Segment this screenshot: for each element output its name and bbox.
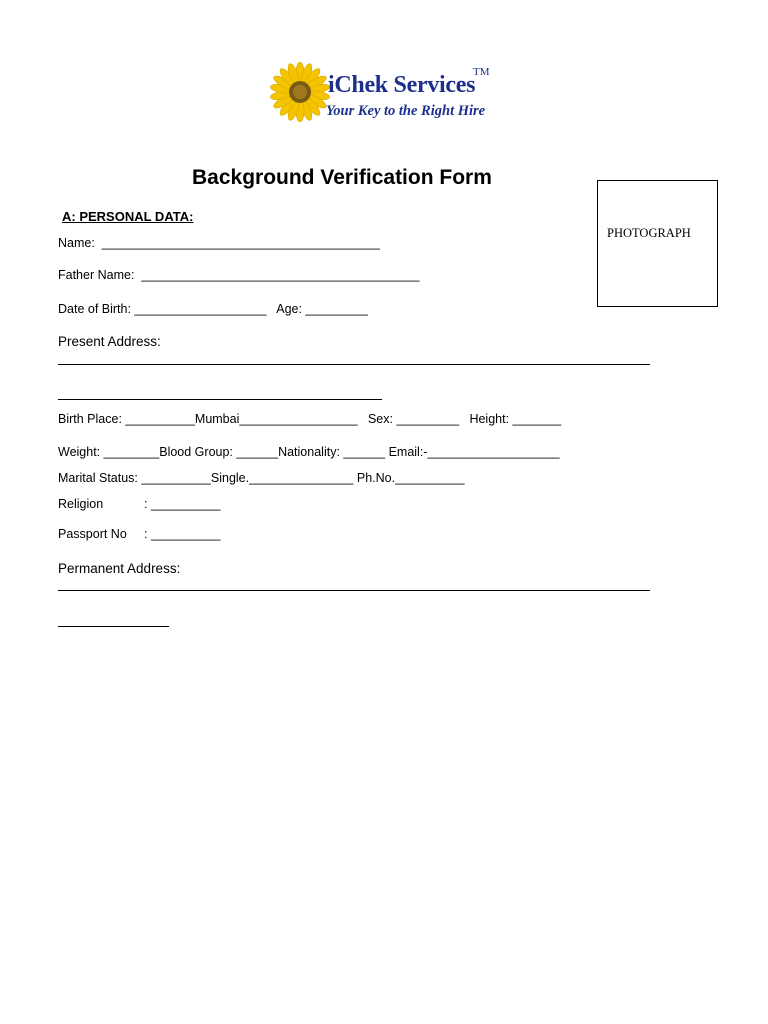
trademark-mark: TM: [473, 66, 490, 78]
company-logo: [270, 62, 500, 124]
brand-tagline: Your Key to the Right Hire: [326, 103, 486, 119]
dob-age-field[interactable]: Date of Birth: ___________________ Age: _________: [58, 302, 368, 316]
weight-blood-nationality-email-field[interactable]: Weight: ________Blood Group: ______Nationality: ______ Email:-___________________: [58, 445, 560, 459]
permanent-address-label: Permanent Address:: [58, 561, 181, 576]
present-address-line-1[interactable]: [58, 364, 650, 365]
present-address-label: Present Address:: [58, 334, 161, 349]
section-heading-personal-data: A: PERSONAL DATA:: [62, 209, 194, 224]
photograph-box: [597, 180, 718, 307]
permanent-address-line-2[interactable]: [58, 626, 169, 627]
name-field[interactable]: Name: ________________________________________: [58, 236, 380, 250]
permanent-address-line-1[interactable]: [58, 590, 650, 591]
religion-label: Religion: [58, 497, 104, 511]
present-address-line-2[interactable]: [58, 399, 382, 400]
form-title: Background Verification Form: [192, 166, 492, 189]
marital-status-phone-field[interactable]: Marital Status: __________Single._______________ Ph.No.__________: [58, 471, 465, 485]
passport-label: Passport No: [58, 527, 127, 541]
religion-field[interactable]: : __________: [144, 497, 221, 511]
birth-place-sex-height-field[interactable]: Birth Place: __________Mumbai_________________ Sex: _________ Height: _______: [58, 412, 562, 426]
brand-name: iChek Services: [328, 72, 476, 98]
father-name-field[interactable]: Father Name: ________________________________________: [58, 268, 420, 282]
sunflower-icon: [270, 62, 330, 122]
passport-field[interactable]: : __________: [144, 527, 221, 541]
photograph-label: PHOTOGRAPH: [607, 226, 691, 240]
